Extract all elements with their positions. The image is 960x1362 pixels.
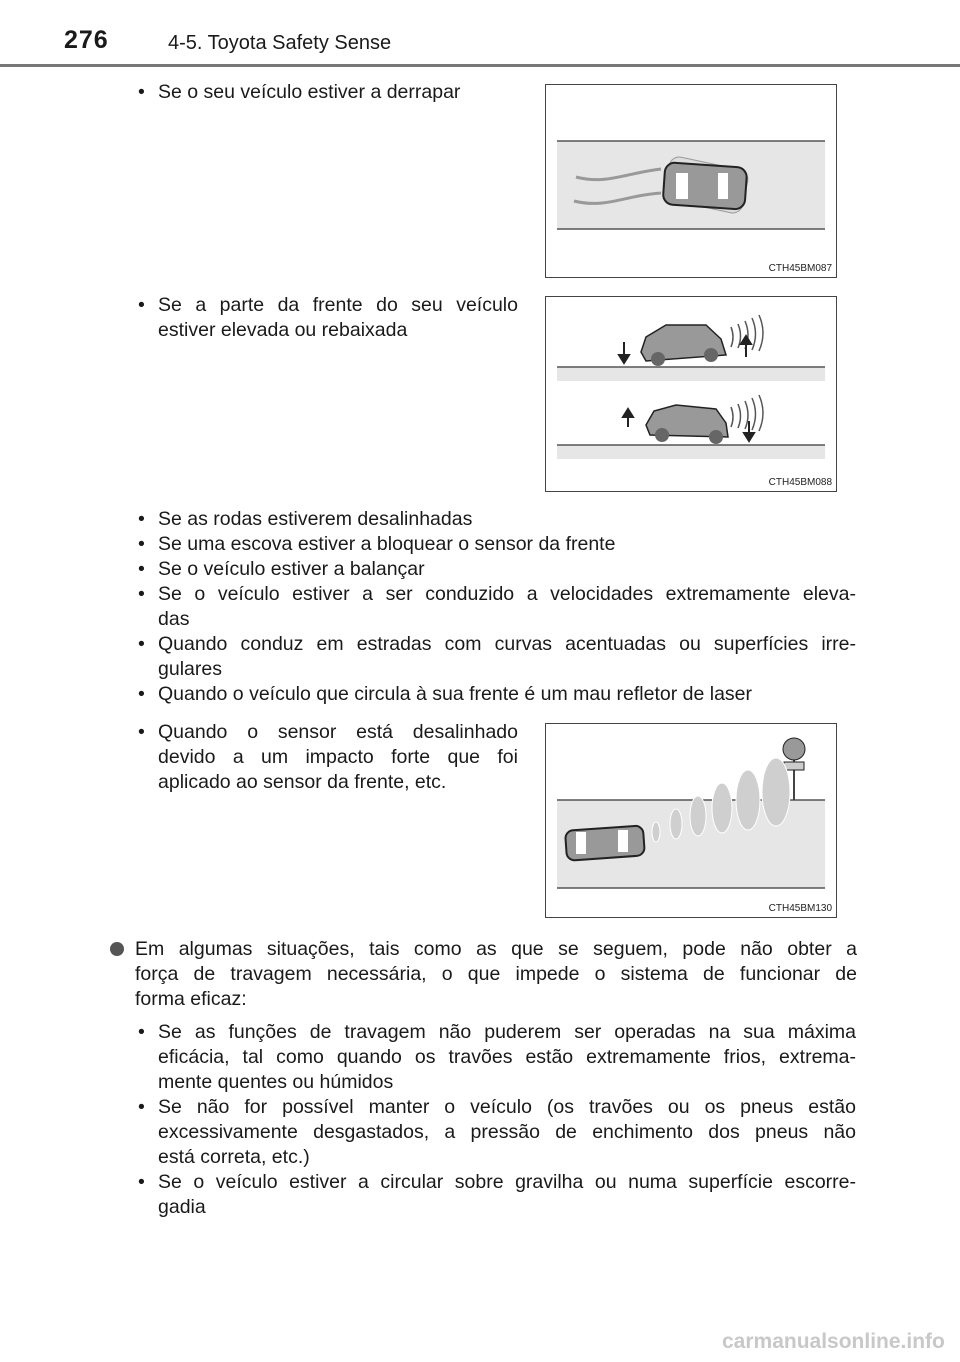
bullet-icon: • xyxy=(138,558,145,580)
text-line: Se o seu veículo estiver a derrapar xyxy=(158,81,461,103)
text-line: estiver elevada ou rebaixada xyxy=(158,319,408,341)
bullet-item xyxy=(138,1020,856,1095)
text-line: força de travagem necessária, o que impede o sistema de funcionar de xyxy=(135,963,857,985)
bullet-item xyxy=(138,720,518,795)
bullet-item xyxy=(138,557,856,582)
watermark: carmanualsonline.info xyxy=(722,1330,945,1353)
misaligned-sensor-illustration xyxy=(546,724,836,917)
text-line: Quando o veículo que circula à sua frente é um mau refletor de laser xyxy=(158,683,752,705)
bullet-item xyxy=(138,80,518,105)
bullet-item xyxy=(138,1170,856,1220)
text-line: Se o veículo estiver a balançar xyxy=(158,558,425,580)
text-line: Se uma escova estiver a bloquear o sensor da frente xyxy=(158,533,616,555)
text-line: Se as rodas estiverem desalinhadas xyxy=(158,508,473,530)
figure-skidding xyxy=(545,84,837,278)
page-number: 276 xyxy=(64,26,109,54)
bullet-icon: • xyxy=(138,533,145,555)
bullet-icon: • xyxy=(138,81,145,103)
text-line: Em algumas situações, tais como as que se seguem, pode não obter a xyxy=(135,938,857,960)
text-line: está correta, etc.) xyxy=(158,1146,310,1168)
bullet-item xyxy=(138,507,856,532)
text-line: forma eficaz: xyxy=(135,988,247,1010)
bullet-item xyxy=(135,937,857,1012)
bullet-icon: • xyxy=(138,633,145,655)
text-line: mente quentes ou húmidos xyxy=(158,1071,394,1093)
skidding-car-illustration xyxy=(546,85,836,277)
circle-bullet-icon xyxy=(110,942,124,956)
text-line: Se o veículo estiver a ser conduzido a velocidades extremamente eleva- xyxy=(158,583,856,605)
bullet-icon: • xyxy=(138,1096,145,1118)
text-line: aplicado ao sensor da frente, etc. xyxy=(158,771,447,793)
text-line: excessivamente desgastados, a pressão de enchimento dos pneus não xyxy=(158,1121,856,1143)
text-line: das xyxy=(158,608,190,630)
bullet-item xyxy=(138,682,856,707)
bullet-item xyxy=(138,632,856,682)
text-line: Quando o sensor está desalinhado xyxy=(158,721,518,743)
figure-misaligned-sensor xyxy=(545,723,837,918)
figure-code: CTH45BM130 xyxy=(768,903,832,914)
bullet-icon: • xyxy=(138,1171,145,1193)
bullet-icon: • xyxy=(138,508,145,530)
bullet-icon: • xyxy=(138,683,145,705)
text-line: eficácia, tal como quando os travões estão extremamente frios, extrema- xyxy=(158,1046,856,1068)
bullet-icon: • xyxy=(138,721,145,743)
bullet-icon: • xyxy=(138,294,145,316)
figure-code: CTH45BM088 xyxy=(768,477,832,488)
text-line: devido a um impacto forte que foi xyxy=(158,746,518,768)
text-line: gulares xyxy=(158,658,222,680)
figure-code: CTH45BM087 xyxy=(768,263,832,274)
text-line: Se o veículo estiver a circular sobre gravilha ou numa superfície escorre- xyxy=(158,1171,856,1193)
bullet-item xyxy=(138,582,856,632)
figure-pitch xyxy=(545,296,837,492)
bullet-item xyxy=(138,1095,856,1170)
section-title: 4-5. Toyota Safety Sense xyxy=(168,32,392,54)
bullet-item xyxy=(138,293,518,343)
text-line: Se a parte da frente do seu veículo xyxy=(158,294,518,316)
text-line: Se as funções de travagem não puderem ser operadas na sua máxima xyxy=(158,1021,856,1043)
bullet-icon: • xyxy=(138,583,145,605)
bullet-icon: • xyxy=(138,1021,145,1043)
text-line: gadia xyxy=(158,1196,206,1218)
text-line: Quando conduz em estradas com curvas acentuadas ou superfícies irre- xyxy=(158,633,856,655)
raised-lowered-car-illustration xyxy=(546,297,836,491)
bullet-item xyxy=(138,532,856,557)
text-line: Se não for possível manter o veículo (os travões ou os pneus estão xyxy=(158,1096,856,1118)
header-rule xyxy=(0,64,960,67)
